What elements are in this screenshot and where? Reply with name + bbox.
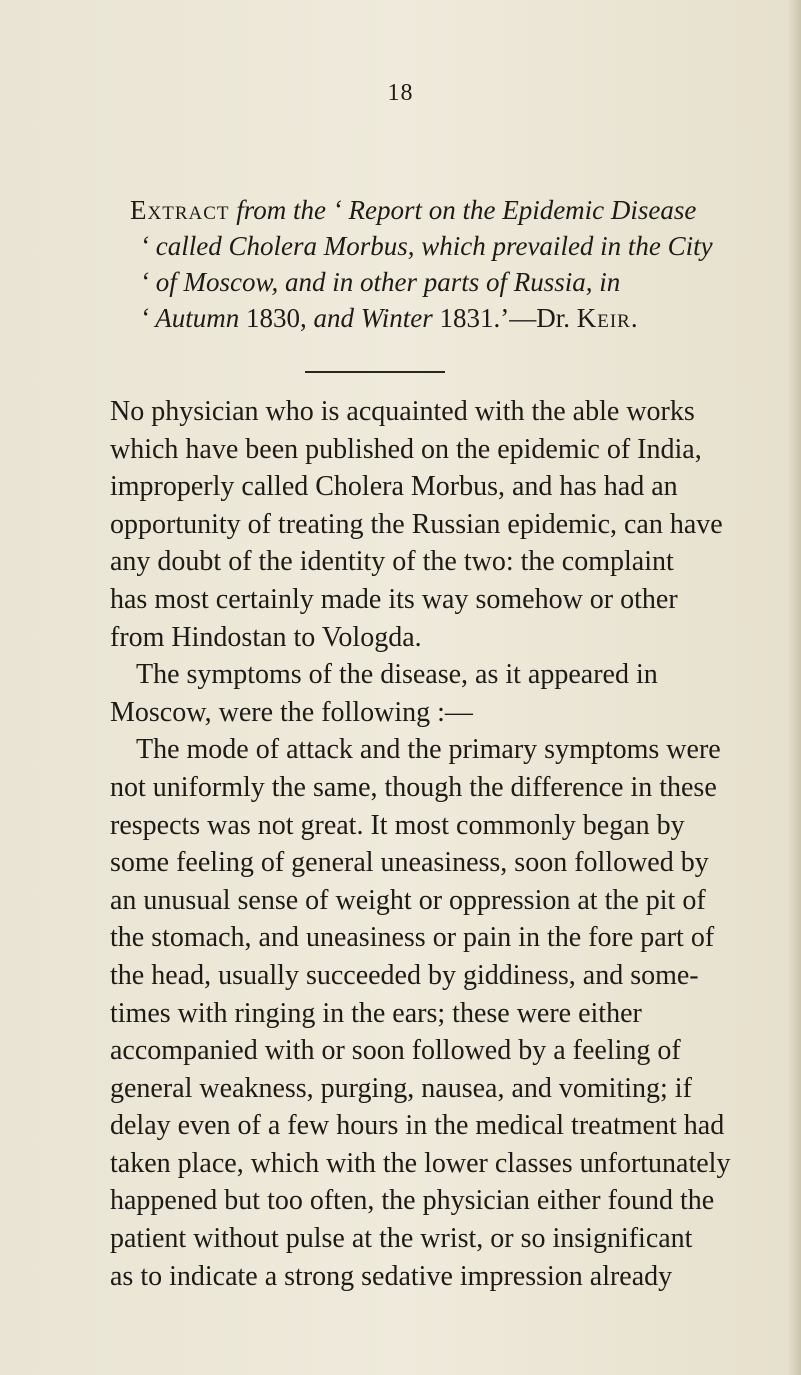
text-line: the stomach, and uneasiness or pain in the fore part of xyxy=(110,922,715,954)
text-line: as to indicate a strong sedative impression already xyxy=(110,1260,673,1292)
text-line: patient without pulse at the wrist, or so insignificant xyxy=(110,1223,693,1255)
page-number: 18 xyxy=(387,80,414,106)
extract-line xyxy=(130,192,770,228)
extract-segment: and Winter xyxy=(313,303,440,333)
text-line: delay even of a few hours in the medical treatment had xyxy=(110,1110,725,1142)
text-line: improperly called Cholera Morbus, and has had an xyxy=(110,471,678,503)
extract-segment: from the ‘ Report on the Epidemic Disease xyxy=(229,195,697,225)
text-line: any doubt of the identity of the two: the complaint xyxy=(110,546,674,578)
extract-segment: 1831.’—Dr. xyxy=(439,303,577,333)
text-line: has most certainly made its way somehow or other xyxy=(110,583,678,615)
page-edge-shadow xyxy=(787,0,801,1375)
text-line: accompanied with or soon followed by a feeling of xyxy=(110,1035,681,1067)
extract-heading xyxy=(130,192,770,336)
text-line: taken place, which with the lower classes unfortunately xyxy=(110,1147,731,1179)
text-line: general weakness, purging, nausea, and vomiting; if xyxy=(110,1072,692,1104)
text-line: times with ringing in the ears; these were either xyxy=(110,997,642,1029)
extract-segment: ‘ Autumn xyxy=(140,303,246,333)
text-line: some feeling of general uneasiness, soon followed by xyxy=(110,847,709,879)
text-line: the head, usually succeeded by giddiness, and some- xyxy=(110,959,699,991)
text-line: No physician who is acquainted with the able works xyxy=(110,396,695,427)
extract-line xyxy=(130,300,770,336)
paragraph xyxy=(110,393,780,656)
extract-segment: 1830, xyxy=(246,303,314,333)
extract-line xyxy=(130,264,770,300)
text-line: The symptoms of the disease, as it appeared in xyxy=(136,659,658,691)
text-line: respects was not great. It most commonly began by xyxy=(110,809,685,841)
text-line: not uniformly the same, though the difference in these xyxy=(110,771,717,803)
paragraph xyxy=(110,731,780,1295)
text-line: which have been published on the epidemic of India, xyxy=(110,433,702,465)
extract-segment: ‘ called Cholera Morbus, which prevailed in the City xyxy=(140,231,713,261)
text-line: happened but too often, the physician either found the xyxy=(110,1185,715,1217)
text-line: an unusual sense of weight or oppression at the pit of xyxy=(110,884,706,916)
text-line: The mode of attack and the primary symptoms were xyxy=(136,734,721,766)
text-line: from Hindostan to Vologda. xyxy=(110,621,422,653)
extract-segment: ‘ of Moscow, and in other parts of Russia, in xyxy=(140,267,621,297)
extract-line xyxy=(130,228,770,264)
extract-segment: Extract xyxy=(130,195,230,225)
paragraph xyxy=(110,656,780,731)
section-divider xyxy=(305,371,445,373)
text-line: opportunity of treating the Russian epidemic, can have xyxy=(110,508,723,540)
extract-segment: Keir. xyxy=(576,303,639,333)
body-text xyxy=(110,393,780,1295)
text-line: Moscow, were the following :— xyxy=(110,696,473,728)
